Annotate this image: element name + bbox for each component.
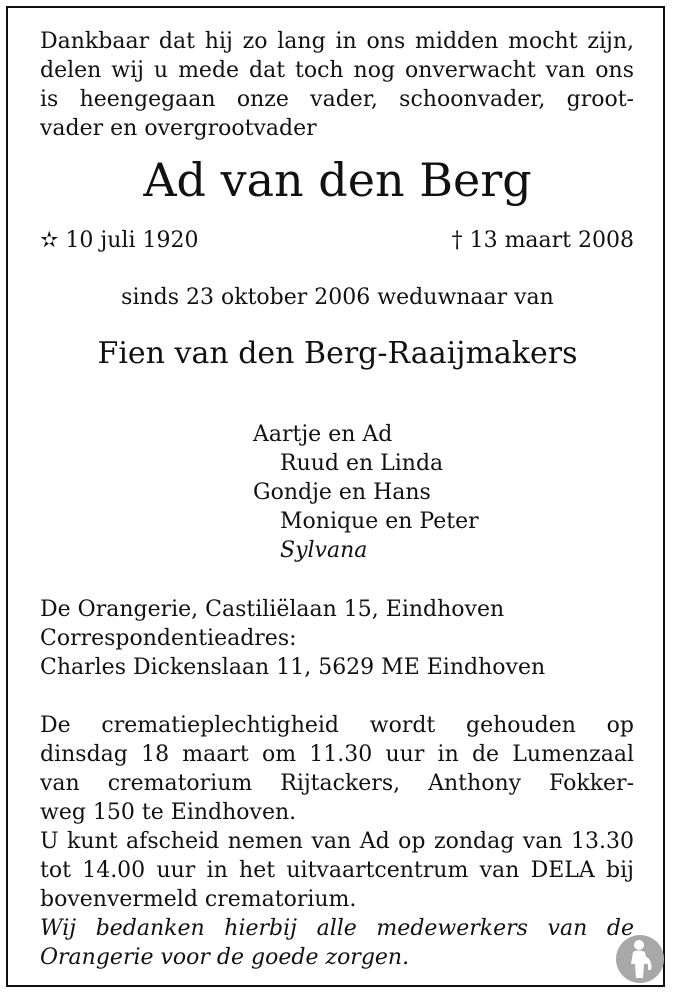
ceremony-block [40, 711, 634, 972]
family-member: Aartje en Ad [253, 422, 393, 447]
intro-line: vader en overgrootvader [40, 116, 317, 141]
thanks-line: Wij bedanken hierbij alle medewerkers van de [40, 916, 634, 941]
address-line: Charles Dickenslaan 11, 5629 ME Eindhoven [40, 655, 546, 680]
widower-line: sinds 23 oktober 2006 weduwnaar van [121, 285, 554, 310]
intro-line: delen wij u mede dat toch nog onverwacht van ons [40, 58, 634, 83]
family-list [253, 420, 479, 565]
person-logo-icon [615, 934, 665, 984]
family-member: Sylvana [280, 538, 368, 563]
farewell-line: tot 14.00 uur in het uitvaartcentrum van DELA bij [40, 858, 634, 883]
ceremony-line: van crematorium Rijtackers, Anthony Fokker- [40, 771, 634, 796]
intro-line: Dankbaar dat hij zo lang in ons midden mocht zijn, [40, 29, 634, 54]
ceremony-line: dinsdag 18 maart om 11.30 uur in de Lumenzaal [40, 742, 634, 767]
ceremony-line: De crematieplechtigheid wordt gehouden op [40, 713, 634, 738]
cross-icon: † [451, 228, 463, 253]
thanks-line: Orangerie voor de goede zorgen. [40, 945, 410, 970]
spouse-name: Fien van den Berg-Raaijmakers [97, 336, 578, 371]
intro-line: is heengegaan onze vader, schoonvader, groot- [40, 87, 634, 112]
birth-date [40, 226, 198, 255]
address-block [40, 595, 545, 682]
death-date [452, 226, 634, 255]
address-line: Correspondentieadres: [40, 626, 297, 651]
address-line: De Orangerie, Castiliëlaan 15, Eindhoven [40, 597, 505, 622]
farewell-line: U kunt afscheid nemen van Ad op zondag van 13.30 [40, 829, 634, 854]
intro-paragraph [40, 27, 634, 143]
birth-date-text: 10 juli 1920 [65, 228, 199, 253]
family-member: Monique en Peter [280, 509, 479, 534]
star-icon: ✫ [40, 228, 59, 253]
family-member: Gondje en Hans [253, 480, 431, 505]
ceremony-line: weg 150 te Eindhoven. [40, 800, 297, 825]
deceased-name: Ad van den Berg [143, 153, 532, 207]
family-member: Ruud en Linda [280, 451, 444, 476]
death-date-text: 13 maart 2008 [469, 228, 634, 253]
farewell-line: bovenvermeld crematorium. [40, 887, 357, 912]
